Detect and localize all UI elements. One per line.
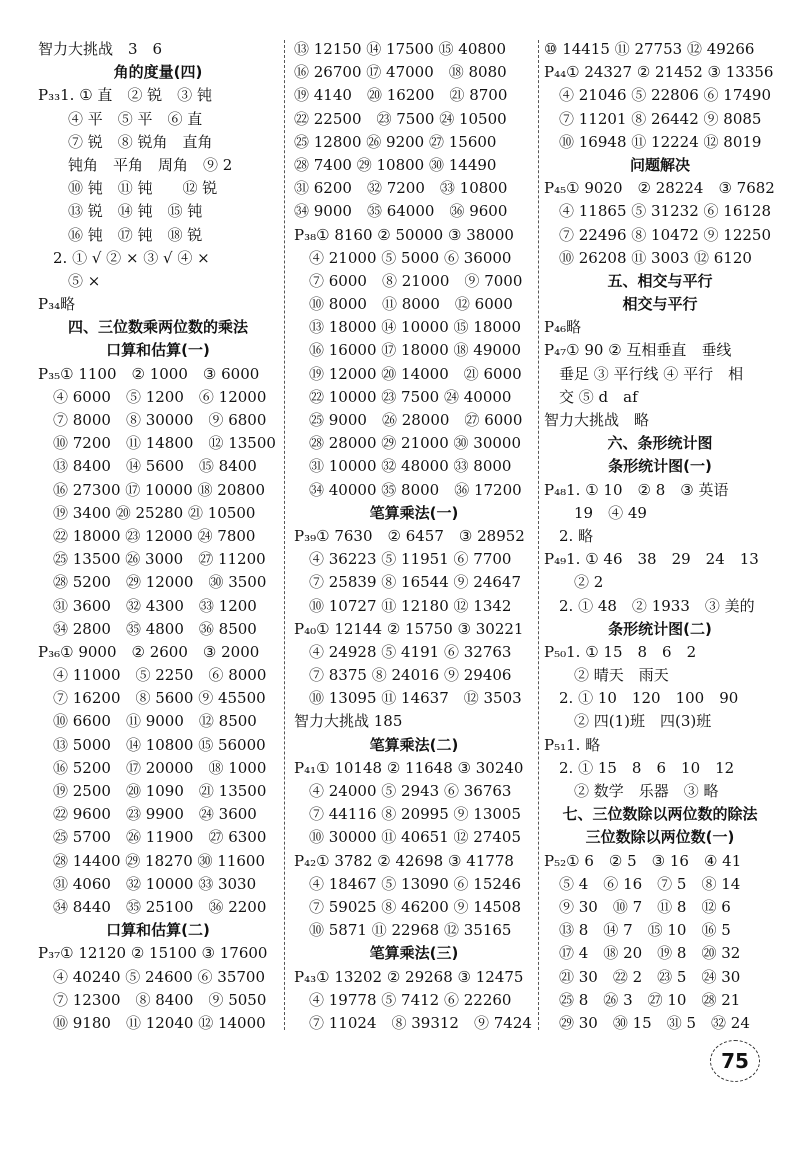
answer-line: ㉘ 14400 ㉙ 18270 ㉚ 11600 <box>38 851 265 870</box>
answer-line: ⑩ 16948 ⑪ 12224 ⑫ 8019 <box>544 132 762 151</box>
answer-line: ④ 24000 ⑤ 2943 ⑥ 36763 <box>294 782 512 800</box>
answer-line: ⑬ 8 ⑭ 7 ⑮ 10 ⑯ 5 <box>544 921 731 940</box>
answer-line: ⑩ 10727 ⑪ 12180 ⑫ 1342 <box>294 596 512 615</box>
section-title: 四、三位数乘两位数的乘法 <box>67 318 248 337</box>
answer-line: ④ 11000 ⑤ 2250 ⑥ 8000 <box>38 666 267 685</box>
answer-line: ㉘ 7400 ㉙ 10800 ㉚ 14490 <box>294 155 497 174</box>
answer-line: ㉕ 13500 ㉖ 3000 ㉗ 11200 <box>38 550 266 569</box>
answer-line: ㉒ 10000 ㉓ 7500 ㉔ 40000 <box>294 387 512 406</box>
answer-line: ⑯ 钝 ⑰ 钝 ⑱ 锐 <box>38 225 203 244</box>
answer-line: ⑲ 2500 ⑳ 1090 ㉑ 13500 <box>38 782 267 800</box>
answer-line: ④ 11865 ⑤ 31232 ⑥ 16128 <box>544 202 771 221</box>
page-number-badge: 75 <box>710 1040 760 1082</box>
answer-line: P₃₅① 1100 ② 1000 ③ 6000 <box>38 364 260 383</box>
answer-line: P₄₅① 9020 ② 28224 ③ 7682 <box>544 179 775 198</box>
answer-line: 2. ① 10 120 100 90 <box>544 689 739 708</box>
answer-line: ⑯ 16000 ⑰ 18000 ⑱ 49000 <box>294 341 521 360</box>
answer-line: P₃₇① 12120 ② 15100 ③ 17600 <box>38 944 268 963</box>
answer-line: ㉛ 10000 ㉜ 48000 ㉝ 8000 <box>294 457 512 476</box>
answer-line: ㉙ 30 ㉚ 15 ㉛ 5 ㉜ 24 <box>544 1013 750 1032</box>
answer-line: 2. ① 15 8 6 10 12 <box>544 758 735 777</box>
answer-line: ⑨ 30 ⑩ 7 ⑪ 8 ⑫ 6 <box>544 897 731 916</box>
answer-line: P₄₄① 24327 ② 21452 ③ 13356 <box>544 63 774 82</box>
answer-line: 19 ④ 49 <box>544 503 647 522</box>
answer-line: ⑬ 12150 ⑭ 17500 ⑮ 40800 <box>294 40 506 58</box>
answer-line: ④ 19778 ⑤ 7412 ⑥ 22260 <box>294 990 512 1009</box>
answer-line: ⑤ × <box>38 271 101 290</box>
answer-line: ⑲ 12000 ⑳ 14000 ㉑ 6000 <box>294 364 522 383</box>
section-heading: 问题解决 <box>629 155 690 174</box>
answer-line: ② 四(1)班 四(3)班 <box>544 712 712 731</box>
answer-line: ⑩ 钝 ⑪ 钝 ⑫ 锐 <box>38 179 218 198</box>
answer-line: ⑲ 4140 ⑳ 16200 ㉑ 8700 <box>294 86 508 105</box>
answer-line: 交 ⑤ d af <box>544 387 638 406</box>
answer-line: ㉞ 2800 ㉟ 4800 ㊱ 8500 <box>38 619 257 638</box>
answer-line: 2. 略 <box>544 526 594 545</box>
answer-line: P₄₀① 12144 ② 15750 ③ 30221 <box>294 619 524 638</box>
answer-line: ⑩ 13095 ⑪ 14637 ⑫ 3503 <box>294 689 522 708</box>
answer-line: P₄₉1. ① 46 38 29 24 13 <box>544 550 759 569</box>
section-title: 五、相交与平行 <box>607 271 713 290</box>
answer-line: ㉑ 30 ㉒ 2 ㉓ 5 ㉔ 30 <box>544 967 741 986</box>
answer-line: ⑰ 4 ⑱ 20 ⑲ 8 ⑳ 32 <box>544 944 741 963</box>
answer-line: ⑦ 44116 ⑧ 20995 ⑨ 13005 <box>294 805 521 824</box>
answer-line: ⑦ 6000 ⑧ 21000 ⑨ 7000 <box>294 271 523 290</box>
section-title: 六、条形统计图 <box>607 434 713 453</box>
answer-column-2 <box>294 38 534 1035</box>
answer-line: ⑩ 5871 ⑪ 22968 ⑫ 35165 <box>294 921 512 940</box>
answer-line: 钝角 平角 周角 ⑨ 2 <box>38 155 233 174</box>
answer-line: 垂足 ③ 平行线 ④ 平行 相 <box>544 364 744 383</box>
answer-line: ⑲ 3400 ⑳ 25280 ㉑ 10500 <box>38 503 256 522</box>
answer-line: P₃₃1. ① 直 ② 锐 ③ 钝 <box>38 86 212 105</box>
answer-line: ㉘ 28000 ㉙ 21000 ㉚ 30000 <box>294 434 521 453</box>
answer-line: ④ 40240 ⑤ 24600 ⑥ 35700 <box>38 967 265 986</box>
answer-line: ㉞ 8440 ㉟ 25100 ㊱ 2200 <box>38 897 267 916</box>
answer-line: 2. ① √ ② × ③ √ ④ × <box>38 248 210 267</box>
answer-line: 智力大挑战 185 <box>294 712 403 731</box>
answer-line: ㉞ 9000 ㉟ 64000 ㊱ 9600 <box>294 202 508 221</box>
section-heading: 笔算乘法(三) <box>369 944 459 963</box>
answer-line: P₄₂① 3782 ② 42698 ③ 41778 <box>294 851 514 870</box>
column-divider-2 <box>538 40 539 1030</box>
answer-line: ㉛ 6200 ㉜ 7200 ㉝ 10800 <box>294 179 508 198</box>
answer-line: 智力大挑战 略 <box>544 411 650 429</box>
answer-line: ② 2 <box>544 573 604 592</box>
answer-line: P₃₄略 <box>38 295 76 314</box>
answer-line: ㉘ 5200 ㉙ 12000 ㉚ 3500 <box>38 573 267 592</box>
answer-line: P₄₃① 13202 ② 29268 ③ 12475 <box>294 967 524 986</box>
answer-line: 2. ① 48 ② 1933 ③ 美的 <box>544 596 755 615</box>
answer-column-3 <box>544 38 776 1035</box>
answer-line: ④ 21000 ⑤ 5000 ⑥ 36000 <box>294 248 512 267</box>
section-heading: 相交与平行 <box>622 295 698 314</box>
answer-line: ⑦ 59025 ⑧ 46200 ⑨ 14508 <box>294 897 521 916</box>
section-heading: 口算和估算(一) <box>106 341 210 360</box>
section-heading: 条形统计图(一) <box>608 457 712 476</box>
answer-line: ⑯ 5200 ⑰ 20000 ⑱ 1000 <box>38 758 267 777</box>
answer-line: ② 晴天 雨天 <box>544 666 669 685</box>
answer-line: ④ 平 ⑤ 平 ⑥ 直 <box>38 109 203 128</box>
answer-line: ④ 36223 ⑤ 11951 ⑥ 7700 <box>294 550 512 569</box>
section-heading: 笔算乘法(二) <box>369 735 459 754</box>
answer-line: P₄₇① 90 ② 互相垂直 垂线 <box>544 341 732 360</box>
answer-line: ⑩ 30000 ⑪ 40651 ⑫ 27405 <box>294 828 521 847</box>
answer-line: P₄₈1. ① 10 ② 8 ③ 英语 <box>544 480 729 499</box>
answer-line: P₃₉① 7630 ② 6457 ③ 28952 <box>294 526 525 545</box>
section-heading: 口算和估算(二) <box>106 921 210 940</box>
section-title: 七、三位数除以两位数的除法 <box>562 805 758 824</box>
answer-line: ⑦ 8000 ⑧ 30000 ⑨ 6800 <box>38 411 267 429</box>
answer-line: P₅₂① 6 ② 5 ③ 16 ④ 41 <box>544 851 742 870</box>
answer-line: ⑬ 5000 ⑭ 10800 ⑮ 56000 <box>38 735 266 754</box>
answer-line: ⑩ 8000 ⑪ 8000 ⑫ 6000 <box>294 295 513 314</box>
answer-line: ④ 18467 ⑤ 13090 ⑥ 15246 <box>294 874 521 893</box>
answer-line: P₄₆略 <box>544 318 582 337</box>
answer-line: ⑦ 22496 ⑧ 10472 ⑨ 12250 <box>544 225 771 244</box>
answer-line: ⑦ 25839 ⑧ 16544 ⑨ 24647 <box>294 573 521 592</box>
answer-column-1 <box>38 38 278 1035</box>
answer-line: ⑩ 26208 ⑪ 3003 ⑫ 6120 <box>544 248 752 267</box>
section-heading: 三位数除以两位数(一) <box>585 828 735 847</box>
answer-line: ⑦ 16200 ⑧ 5600 ⑨ 45500 <box>38 689 266 708</box>
answer-line: ⑬ 锐 ⑭ 钝 ⑮ 钝 <box>38 202 203 221</box>
answer-line: ㉛ 3600 ㉜ 4300 ㉝ 1200 <box>38 596 257 615</box>
answer-line: ⑩ 14415 ⑪ 27753 ⑫ 49266 <box>544 40 755 58</box>
answer-line: ㉛ 4060 ㉜ 10000 ㉝ 3030 <box>38 874 257 893</box>
answer-line: P₅₀1. ① 15 8 6 2 <box>544 642 697 661</box>
answer-line: ⑦ 12300 ⑧ 8400 ⑨ 5050 <box>38 990 267 1009</box>
answer-line: ⑩ 6600 ⑪ 9000 ⑫ 8500 <box>38 712 257 731</box>
answer-line: ㉕ 8 ㉖ 3 ㉗ 10 ㉘ 21 <box>544 990 741 1009</box>
answer-line: ㉒ 18000 ㉓ 12000 ㉔ 7800 <box>38 526 256 545</box>
answer-line: ⑯ 26700 ⑰ 47000 ⑱ 8080 <box>294 63 507 82</box>
answer-line: ㉒ 9600 ㉓ 9900 ㉔ 3600 <box>38 805 257 824</box>
answer-line: ㉕ 9000 ㉖ 28000 ㉗ 6000 <box>294 411 523 429</box>
answer-line: ⑤ 4 ⑥ 16 ⑦ 5 ⑧ 14 <box>544 874 741 893</box>
answer-line: ④ 24928 ⑤ 4191 ⑥ 32763 <box>294 642 512 661</box>
answer-line: P₄₁① 10148 ② 11648 ③ 30240 <box>294 758 524 777</box>
answer-line: ㉕ 12800 ㉖ 9200 ㉗ 15600 <box>294 132 497 151</box>
answer-line: ⑦ 11201 ⑧ 26442 ⑨ 8085 <box>544 109 762 128</box>
section-heading: 笔算乘法(一) <box>369 503 459 522</box>
answer-line: ㉕ 5700 ㉖ 11900 ㉗ 6300 <box>38 828 267 847</box>
answer-line: ② 数学 乐器 ③ 略 <box>544 782 719 800</box>
answer-line: ⑬ 8400 ⑭ 5600 ⑮ 8400 <box>38 457 257 476</box>
answer-line: ⑬ 18000 ⑭ 10000 ⑮ 18000 <box>294 318 521 337</box>
answer-line: ⑦ 锐 ⑧ 锐角 直角 <box>38 132 213 151</box>
section-heading: 角的度量(四) <box>113 63 203 82</box>
answer-line: ㉞ 40000 ㉟ 8000 ㊱ 17200 <box>294 480 522 499</box>
answer-line: ㉒ 22500 ㉓ 7500 ㉔ 10500 <box>294 109 507 128</box>
column-divider-1 <box>284 40 285 1030</box>
answer-line: ⑩ 7200 ⑪ 14800 ⑫ 13500 <box>38 434 276 453</box>
answer-line: ⑯ 27300 ⑰ 10000 ⑱ 20800 <box>38 480 265 499</box>
answer-line: ⑩ 9180 ⑪ 12040 ⑫ 14000 <box>38 1013 266 1032</box>
answer-line: 智力大挑战 3 6 <box>38 40 163 58</box>
answer-line: ⑦ 11024 ⑧ 39312 ⑨ 7424 <box>294 1013 532 1032</box>
answer-line: ⑦ 8375 ⑧ 24016 ⑨ 29406 <box>294 666 512 685</box>
answer-line: P₃₆① 9000 ② 2600 ③ 2000 <box>38 642 260 661</box>
answer-line: P₅₁1. 略 <box>544 735 601 754</box>
answer-line: ④ 6000 ⑤ 1200 ⑥ 12000 <box>38 387 267 406</box>
answer-line: ④ 21046 ⑤ 22806 ⑥ 17490 <box>544 86 771 105</box>
answer-line: P₃₈① 8160 ② 50000 ③ 38000 <box>294 225 514 244</box>
section-heading: 条形统计图(二) <box>608 619 712 638</box>
